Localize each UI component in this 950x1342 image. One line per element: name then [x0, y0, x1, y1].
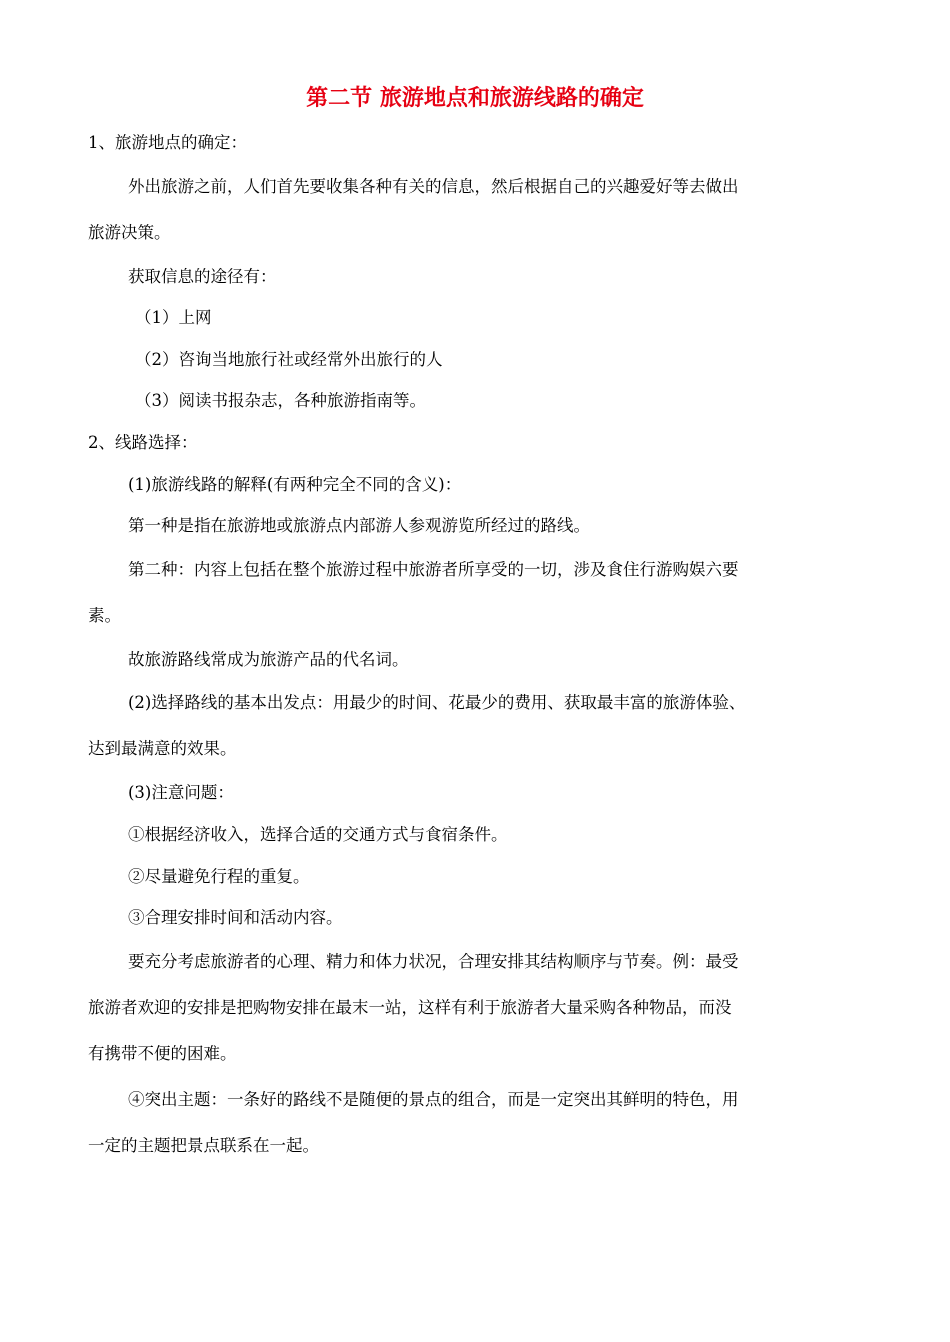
- list-item: （3）阅读书报杂志，各种旅游指南等。: [135, 391, 426, 411]
- paragraph-line: 第二种：内容上包括在整个旅游过程中旅游者所享受的一切，涉及食住行游购娱六要: [128, 559, 739, 579]
- paragraph-line: 旅游者欢迎的安排是把购物安排在最末一站，这样有利于旅游者大量采购各种物品，而没: [88, 997, 732, 1017]
- paragraph-line: 达到最满意的效果。: [88, 739, 237, 759]
- paragraph-first-meaning: 第一种是指在旅游地或旅游点内部游人参观游览所经过的路线。: [128, 516, 590, 536]
- paragraph-line: 一定的主题把景点联系在一起。: [88, 1135, 319, 1155]
- paragraph-line: 素。: [88, 605, 121, 625]
- document-page: [88, 78, 862, 1169]
- paragraph-tourist-psychology: [88, 939, 862, 1077]
- list-item: ③合理安排时间和活动内容。: [128, 908, 343, 928]
- paragraph-line: ④突出主题：一条好的路线不是随便的景点的组合，而是一定突出其鲜明的特色，用: [128, 1089, 739, 1109]
- paragraph-line: 外出旅游之前，人们首先要收集各种有关的信息，然后根据自己的兴趣爱好等去做出: [128, 176, 739, 196]
- section-heading-1: 1、旅游地点的确定：: [88, 133, 247, 152]
- paragraph-line: 要充分考虑旅游者的心理、精力和体力状况，合理安排其结构顺序与节奏。例：最受: [128, 951, 739, 971]
- paragraph-info-collection: [88, 164, 862, 256]
- paragraph-product-synonym: 故旅游路线常成为旅游产品的代名词。: [128, 649, 409, 669]
- paragraph-route-definition: (1)旅游线路的解释(有两种完全不同的含义)：: [128, 474, 462, 494]
- list-item: （2）咨询当地旅行社或经常外出旅行的人: [135, 349, 443, 369]
- paragraph-line: 旅游决策。: [88, 222, 171, 242]
- paragraph-highlight-theme: [88, 1077, 862, 1169]
- paragraph-line: 有携带不便的困难。: [88, 1043, 237, 1063]
- paragraph-info-channels: 获取信息的途径有：: [128, 266, 277, 286]
- document-title: 第二节 旅游地点和旅游线路的确定: [306, 85, 644, 111]
- paragraph-line: (2)选择路线的基本出发点：用最少的时间、花最少的费用、获取最丰富的旅游体验、: [128, 693, 746, 713]
- paragraph-basic-principle: [88, 680, 862, 772]
- section-heading-2: 2、线路选择：: [88, 432, 198, 452]
- paragraph-second-meaning: [88, 547, 862, 639]
- paragraph-notes-heading: (3)注意问题：: [128, 783, 234, 803]
- list-item: ①根据经济收入，选择合适的交通方式与食宿条件。: [128, 824, 508, 844]
- list-item: （1）上网: [135, 308, 212, 328]
- list-item: ②尽量避免行程的重复。: [128, 866, 310, 886]
